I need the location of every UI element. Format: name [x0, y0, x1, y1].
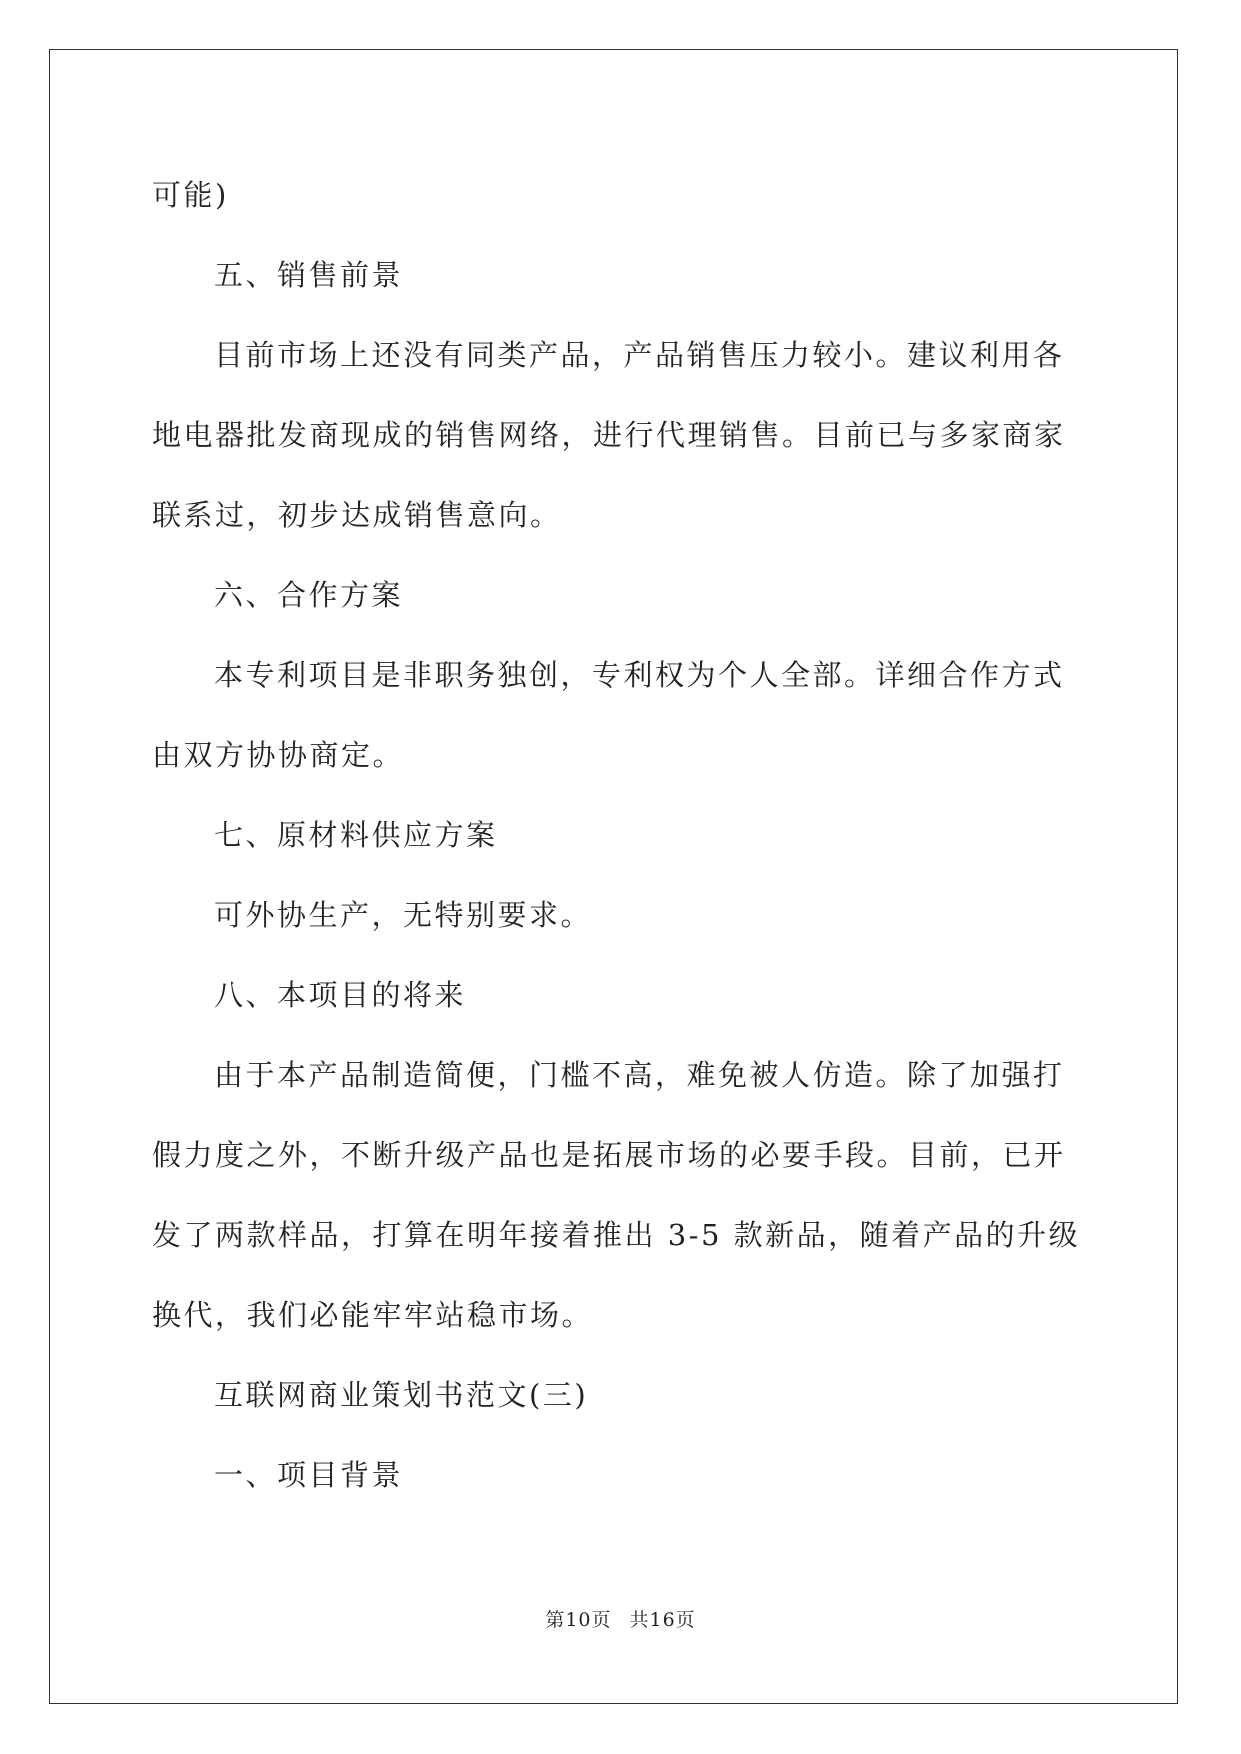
- page-footer: [0, 1605, 1241, 1632]
- document-subtitle: 互联网商业策划书范文(三): [214, 1378, 589, 1412]
- page-number: 第10页: [545, 1609, 612, 1631]
- paragraph-continuation: 可能): [152, 178, 229, 212]
- section-heading-material-supply: 七、原材料供应方案: [214, 818, 498, 852]
- paragraph-sales-outlook: 目前市场上还没有同类产品，产品销售压力较小。建议利用各地电器批发商现成的销售网络，进行代理销售。目前已与多家商家联系过，初步达成销售意向。: [152, 338, 1066, 532]
- section-heading-sales-outlook: 五、销售前景: [214, 258, 404, 292]
- section-heading-project-background: 一、项目背景: [214, 1458, 404, 1492]
- paragraph-project-future: 由于本产品制造简便，门槛不高，难免被人仿造。除了加强打假力度之外，不断升级产品也是拓展市场的必要手段。目前，已开发了两款样品，打算在明年接着推出 3-5 款新品，随着产品的升级换代，我们必能牢牢站稳市场。: [152, 1058, 1081, 1332]
- section-heading-project-future: 八、本项目的将来: [214, 978, 467, 1012]
- paragraph-cooperation-plan: 本专利项目是非职务独创，专利权为个人全部。详细合作方式由双方协协商定。: [152, 658, 1065, 772]
- page-total: 共16页: [629, 1609, 696, 1631]
- document-body: [152, 155, 1092, 1515]
- paragraph-material-supply: 可外协生产，无特别要求。: [214, 898, 593, 932]
- section-heading-cooperation-plan: 六、合作方案: [214, 578, 404, 612]
